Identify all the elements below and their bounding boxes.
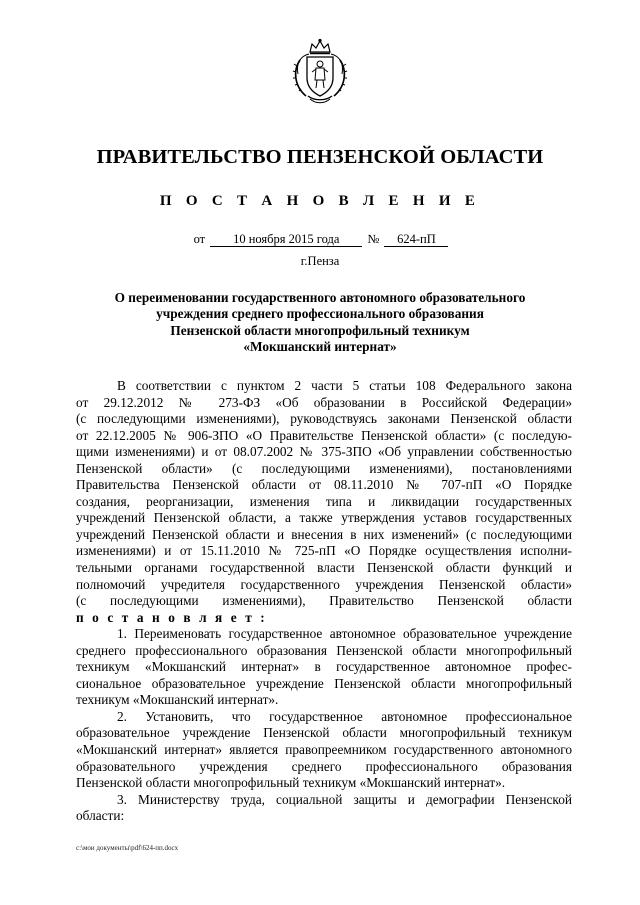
body-line: сиональное образовательное учреждение Пензенской области многопрофильный [76, 675, 572, 691]
body-line: (с последующими изменениями), Правительство Пензенской области [76, 593, 572, 609]
coat-of-arms-icon [290, 38, 350, 104]
subject-line: О переименовании государственного автономного образовательного [114, 290, 526, 305]
body-line: техникум «Мокшанский интернат». [76, 692, 279, 708]
document-body [76, 378, 572, 825]
city: г.Пенза [300, 254, 340, 268]
body-line: 3. Министерству труда, социальной защиты и демографии Пензенской [117, 791, 572, 807]
body-line: учреждений Пензенской области, а также утверждения уставов государственных [76, 510, 572, 526]
government-title: ПРАВИТЕЛЬСТВО ПЕНЗЕНСКОЙ ОБЛАСТИ [96, 146, 544, 168]
subject-line: Пензенской области многопрофильный техникум [170, 322, 470, 338]
document-type: П О С Т А Н О В Л Е Н И Е [159, 193, 481, 209]
subject-heading [80, 290, 560, 356]
body-line: Пензенской области» (с последующими изменениями), постановлениями [76, 460, 572, 476]
body-line: В соответствии с пунктом 2 части 5 статьи 108 Федерального закона [117, 378, 572, 393]
body-line: Пензенской области многопрофильный техникум «Мокшанский интернат». [76, 775, 506, 791]
body-line: щими изменениями) и от 08.07.2002 № 375-ЗПО «Об управлении собственностью [76, 444, 572, 460]
body-line: Правительства Пензенской области от 08.11.2010 № 707-пП «О Порядке [76, 477, 572, 493]
body-line: изменениями) и от 15.11.2010 № 725-пП «О Порядке осуществления исполни- [76, 543, 572, 559]
body-line: техникум «Мокшанский интернат» в государственное автономное профес- [76, 659, 572, 675]
document-number: 624-пП [384, 232, 448, 247]
body-line: образовательного учреждения среднего профессионального образования [76, 758, 572, 774]
number-prefix: № [367, 232, 380, 246]
resolution-keyword: п о с т а н о в л я е т : [76, 609, 268, 625]
file-path-footer: c:\мои документы\pdf\624-пп.docx [76, 844, 179, 852]
body-line: учреждений Пензенской области и внесения в них изменений» (с последующими [76, 526, 572, 542]
subject-line: «Мокшанский интернат» [243, 339, 397, 355]
body-line: от 29.12.2012 № 273-ФЗ «Об образовании в Российской Федерации» [76, 394, 572, 410]
body-line: среднего профессионального образования Пензенской области многопрофильный [76, 642, 572, 658]
date-prefix: от [193, 232, 206, 246]
date-number-line [0, 232, 640, 247]
body-line: «Мокшанский интернат» является правопреемником государственного автономного [76, 742, 572, 758]
body-line: 1. Переименовать государственное автономное образовательное учреждение [117, 626, 572, 642]
document-date: 10 ноября 2015 года [210, 232, 362, 247]
body-line: области: [76, 808, 125, 824]
body-line: 2. Установить, что государственное автономное профессиональное [117, 708, 572, 724]
body-line: создания, реорганизации, изменения типа и ликвидации государственных [76, 493, 572, 509]
body-line: образовательное учреждение Пензенской области многопрофильный техникум [76, 725, 572, 741]
body-line: (с последующими изменениями), руководствуясь законами Пензенской области [76, 411, 572, 427]
subject-line: учреждения среднего профессионального образования [156, 306, 484, 322]
body-line: от 22.12.2005 № 906-ЗПО «О Правительстве Пензенской области» (с последую- [76, 427, 572, 443]
body-line: тельными органами государственной власти Пензенской области функций и [76, 560, 572, 576]
body-line: полномочий учредителя государственного учреждения Пензенской области» [76, 576, 572, 592]
